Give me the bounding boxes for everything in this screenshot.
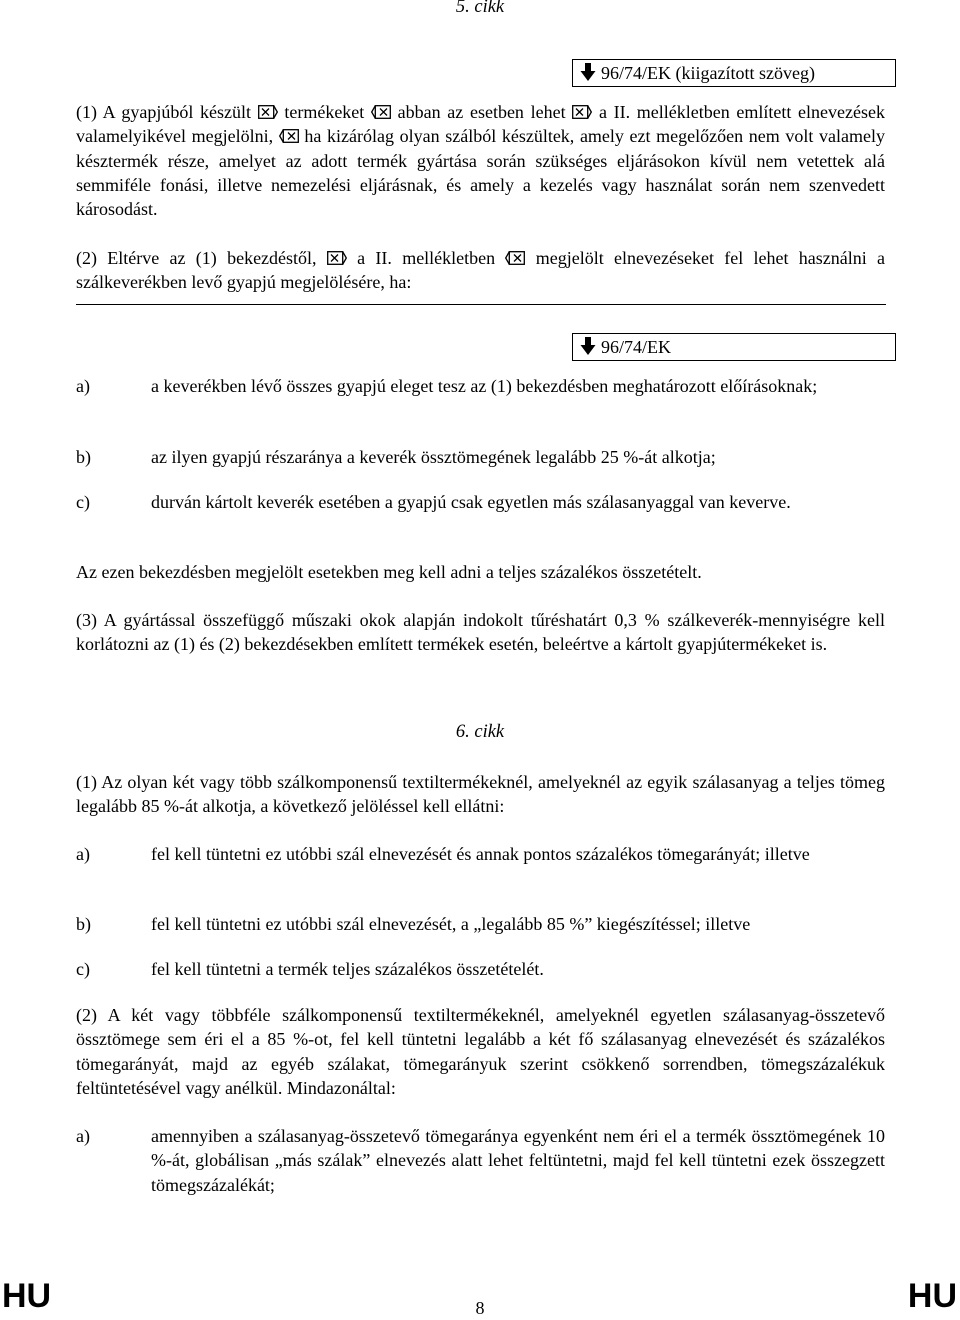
list-item-text: fel kell tüntetni ez utóbbi szál elnevezését, a „legalább 85 %” kiegészítéssel; illetve	[151, 914, 751, 934]
list-item-label: a)	[76, 376, 90, 396]
list-item-label: c)	[76, 959, 90, 979]
list-item-label: a)	[76, 1126, 90, 1146]
page-number: 8	[475, 1298, 485, 1318]
article-5-note: Az ezen bekezdésben megjelölt esetekben meg kell adni a teljes százalékos összetételt.	[76, 562, 702, 582]
article-6-heading: 6. cikk	[455, 722, 505, 742]
article-5-paragraph-3: (3) A gyártással összefüggő műszaki okok alapján indokolt tűréshatárt 0,3 % szálkeverék-mennyiségre kell korlátozni az (1) és (2) bekezdésekben említett termékek esetén, beleértve a kártolt gyapjútermékeket is.	[76, 610, 885, 655]
amendment-reference-box	[572, 59, 896, 87]
list-item-label: c)	[76, 492, 90, 512]
list-item-text: a keverékben lévő összes gyapjú eleget tesz az (1) bekezdésben meghatározott előírásoknak;	[151, 376, 818, 396]
list-item-label: b)	[76, 914, 91, 934]
list-item-text: fel kell tüntetni a termék teljes százalékos összetételét.	[151, 959, 544, 979]
amendment-reference-text: 96/74/EK (kiigazított szöveg)	[601, 63, 815, 83]
article-6-paragraph-1: (1) Az olyan két vagy több szálkomponensű textiltermékeknél, amelyeknél az egyik szálasanyag a teljes tömeg legalább 85 %-át alkotja, a következő jelöléssel kell ellátni:	[76, 772, 885, 817]
list-item-text: amennyiben a szálasanyag-összetevő tömegaránya egyenként nem éri el a termék össztömegének 10 %-át, globálisan „más szálak” elnevezés alatt lehet feltüntetni, majd fel kell tüntetni ezek összegzett tömegszázalékát;	[151, 1126, 885, 1195]
list-item-label: a)	[76, 844, 90, 864]
amendment-reference-box	[572, 333, 896, 361]
list-item-text: az ilyen gyapjú részaránya a keverék össztömegének legalább 25 %-át alkotja;	[151, 447, 716, 467]
insert-end-icon	[371, 105, 391, 119]
article-5-paragraph-2: (2) Eltérve az (1) bekezdéstől, a II. mellékletben megjelölt elnevezéseket fel lehet használni a szálkeverékben levő gyapjú megjelölésére, ha:	[76, 248, 886, 293]
list-item-text: fel kell tüntetni ez utóbbi szál elnevezését és annak pontos százalékos tömegarányát; illetve	[151, 844, 810, 864]
language-code-left: HU	[2, 1277, 52, 1315]
amendment-reference-text: 96/74/EK	[601, 337, 671, 357]
article-5-paragraph-1: (1) A gyapjúból készült termékeket abban az esetben lehet a II. mellékletben említett elnevezések valamelyikével megjelölni, ha kizárólag olyan szálból készültek, amely ezt megelőzően nem volt valamely késztermék része, amelyet az adott termék gyártása során szükséges eljárásokon kívül nem vetettek alá semmiféle fonási, illetve nemezelési eljárásnak, és amely a kezelés vagy használat során nem szenvedett károsodást.	[76, 102, 886, 220]
insert-end-icon	[279, 129, 299, 143]
language-code-right: HU	[907, 1277, 957, 1315]
insert-start-icon	[258, 105, 278, 119]
down-arrow-icon	[579, 62, 597, 82]
insert-start-icon	[327, 251, 347, 265]
insert-start-icon	[572, 105, 592, 119]
insert-end-icon	[505, 251, 525, 265]
down-arrow-icon	[579, 336, 597, 356]
list-item-text: durván kártolt keverék esetében a gyapjú csak egyetlen más szálasanyaggal van keverve.	[151, 492, 791, 512]
article-5-heading: 5. cikk	[455, 0, 505, 17]
list-item-label: b)	[76, 447, 91, 467]
section-divider	[76, 304, 886, 305]
article-6-paragraph-2: (2) A két vagy többféle szálkomponensű textiltermékeknél, amelyeknél egyetlen szálasanyag-összetevő össztömege sem éri el a 85 %-ot, fel kell tüntetni legalább a két fő szálasanyag elnevezését és százalékos tömegarányát, majd az egyéb szálakat, tömegarányuk szerint csökkenő sorrendben, tömegszázalékuk feltüntetésével vagy anélkül. Mindazonáltal:	[76, 1005, 885, 1098]
